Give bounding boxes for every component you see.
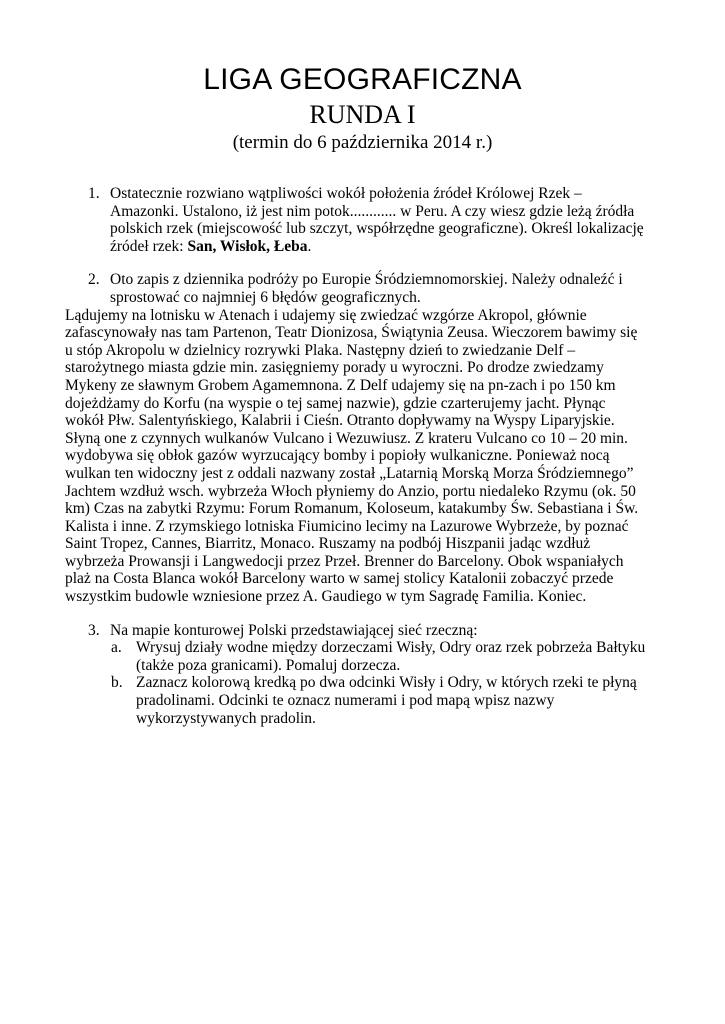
task-2	[88, 271, 648, 306]
task-text: Na mapie konturowej Polski przedstawiającej sieć rzeczną:	[110, 621, 478, 639]
task-3	[88, 622, 648, 728]
round-heading: RUNDA I	[309, 100, 416, 129]
task-text: Ostatecznie rozwiano wątpliwości wokół położenia źródeł Królowej Rzek – Amazonki. Ustalono, iż jest nim potok............ w Peru. A czy wiesz gdzie leżą źródła polskich rzek (miejscowość lub szczyt, współrzędne geograficzne). Określ lokalizację źródeł rzek:	[110, 185, 644, 255]
task-text: Oto zapis z dziennika podróży po Europie Śródziemnomorskiej. Należy odnaleźć i sprostować co najmniej 6 błędów geograficznych.	[110, 271, 623, 306]
task-number: 3.	[88, 621, 100, 639]
subtask-letter: b.	[111, 674, 123, 692]
travel-diary-text: Lądujemy na lotnisku w Atenach i udajemy się zwiedzać wzgórze Akropol, głównie zafascynowały nas tam Partenon, Teatr Dionizosa, Świątynia Zeusa. Wieczorem bawimy się u stóp Akropolu w dzielnicy rozrywki Plaka. Następny dzień to zwiedzanie Delf – starożytnego miasta gdzie min. zasięgniemy porady u wyroczni. Po drodze zwiedzamy Mykeny ze sławnym Grobem Agamemnona. Z Delf udajemy się na pn-zach i po 150 km dojeżdżamy do Korfu (na wyspie o tej samej nazwie), gdzie czarterujemy jacht. Płynąc wokół Płw. Salentyńskiego, Kalabrii i Cieśn. Otranto dopływamy na Wyspy Liparyjskie. Słyną one z czynnych wulkanów Vulcano i Wezuwiusz. Z krateru Vulcano co 10 – 20 min. wydobywa się obłok gazów wyrzucający bomby i popioły wulkaniczne. Ponieważ nocą wulkan ten widoczny jest z oddali nazwany został „Latarnią Morską Morza Śródziemnego” Jachtem wzdłuż wsch. wybrzeża Włoch płyniemy do Anzio, portu niedaleko Rzymu (ok. 50 km) Czas na zabytki Rzymu: Forum Romanum, Koloseum, katakumby Św. Sebastiana i Św. Kalista i inne. Z rzymskiego lotniska Fiumicino lecimy na Lazurowe Wybrzeże, by poznać Saint Tropez, Cannes, Biarritz, Monaco. Ruszamy na podbój Hiszpanii jadąc wzdłuż wybrzeża Prowansji i Langwedocji przez Przeł. Brenner do Barcelony. Obok wspaniałych plaż na Costa Blanca wokół Barcelony warto w samej stolicy Katalonii zobaczyć przede wszystkim budowle wzniesione przez A. Gaudiego w tym Sagradę Familia. Koniec.	[65, 306, 639, 606]
subtask-b	[111, 674, 648, 727]
task-1	[88, 185, 648, 255]
document-title: LIGA GEOGRAFICZNA	[203, 63, 522, 96]
subtask-text: Zaznacz kolorową kredką po dwa odcinki Wisły i Odry, w których rzeki te płyną pradolinami. Odcinki te oznacz numerami i pod mapą wpisz nazwy wykorzystywanych pradolin.	[136, 674, 637, 727]
deadline-text: (termin do 6 października 2014 r.)	[232, 132, 493, 153]
river-names: San, Wisłok, Łeba	[187, 237, 308, 255]
subtask-letter: a.	[111, 639, 122, 657]
subtask-a	[111, 639, 648, 674]
document-body	[65, 185, 648, 727]
subtask-text: Wrysuj działy wodne między dorzeczami Wisły, Odry oraz rzek pobrzeża Bałtyku (także poza granicami). Pomaluj dorzecza.	[136, 639, 646, 674]
task-end: .	[307, 237, 312, 255]
task-number: 2.	[88, 271, 100, 289]
task-number: 1.	[88, 185, 100, 202]
